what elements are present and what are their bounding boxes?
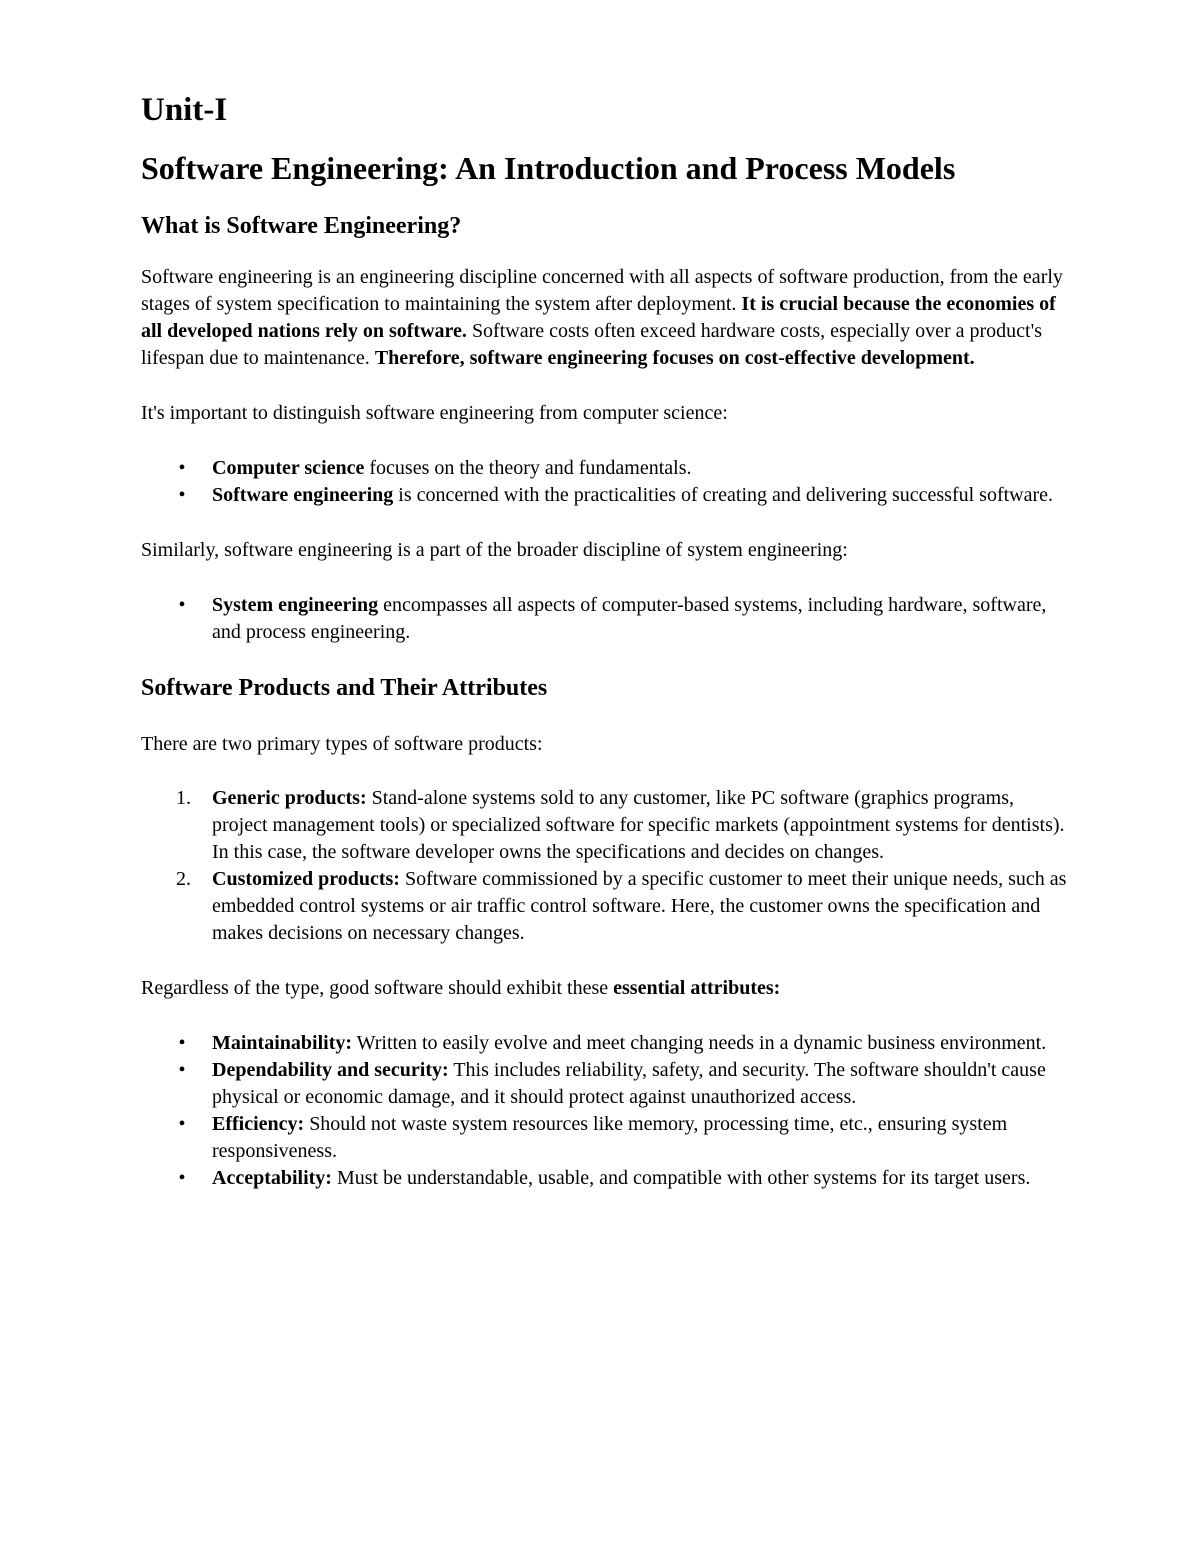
list-item-term: Generic products: bbox=[212, 787, 367, 809]
list-item bbox=[141, 1030, 1071, 1057]
bullet-icon: • bbox=[178, 594, 186, 616]
list-item-text: This includes reliability, safety, and security. The software shouldn't cause physical or economic damage, and it should protect against unauthorized access. bbox=[212, 1059, 1046, 1108]
list-item-term: Maintainability: bbox=[212, 1032, 353, 1054]
page-title: Software Engineering: An Introduction and Process Models bbox=[141, 150, 956, 186]
list-item bbox=[141, 1165, 1071, 1192]
list-item bbox=[141, 866, 1071, 947]
bullet-icon: • bbox=[178, 1113, 186, 1135]
section-heading-products: Software Products and Their Attributes bbox=[141, 675, 548, 701]
list-item bbox=[141, 785, 1071, 866]
list-item-text: Stand-alone systems sold to any customer, like PC software (graphics programs, project management tools) or specialized software for specific markets (appointment systems for dentists). In this case, the software developer owns the specifications and decides on changes. bbox=[212, 787, 1065, 863]
list-item bbox=[141, 592, 1071, 646]
system-engineering-list bbox=[141, 592, 1071, 646]
regardless-text: Regardless of the type, good software should exhibit these bbox=[141, 977, 614, 999]
list-item-term: Efficiency: bbox=[212, 1113, 305, 1135]
regardless-bold: essential attributes: bbox=[613, 977, 781, 999]
list-item-text: is concerned with the practicalities of creating and delivering successful software. bbox=[393, 484, 1054, 506]
intro-paragraph bbox=[141, 264, 1071, 372]
bullet-icon: • bbox=[178, 457, 186, 479]
list-item-text: Written to easily evolve and meet changing needs in a dynamic business environment. bbox=[352, 1032, 1047, 1054]
document-page bbox=[141, 88, 1071, 1192]
list-item-term: System engineering bbox=[212, 594, 379, 616]
list-item-text: focuses on the theory and fundamentals. bbox=[364, 457, 692, 479]
regardless-paragraph bbox=[141, 975, 1071, 1002]
similarly-paragraph: Similarly, software engineering is a part of the broader discipline of system engineering: bbox=[141, 539, 848, 561]
bullet-icon: • bbox=[178, 1059, 186, 1081]
bullet-icon: • bbox=[178, 1167, 186, 1189]
intro-bold-1: It is crucial because the economies of all developed nations rely on software. bbox=[141, 293, 1056, 342]
list-number: 2. bbox=[176, 868, 191, 890]
distinguish-list bbox=[141, 455, 1071, 509]
two-types-paragraph: There are two primary types of software products: bbox=[141, 733, 543, 755]
unit-title: Unit-I bbox=[141, 92, 228, 128]
product-types-list bbox=[141, 785, 1071, 947]
intro-bold-2: Therefore, software engineering focuses on cost-effective development. bbox=[374, 347, 975, 369]
list-item-term: Dependability and security: bbox=[212, 1059, 449, 1081]
list-item-text: encompasses all aspects of computer-based systems, including hardware, software, and process engineering. bbox=[212, 594, 1047, 643]
attributes-list bbox=[141, 1030, 1071, 1192]
list-item-text: Must be understandable, usable, and compatible with other systems for its target users. bbox=[331, 1167, 1031, 1189]
list-item bbox=[141, 455, 1071, 482]
section-heading-what-is-se: What is Software Engineering? bbox=[141, 213, 462, 239]
list-item-term: Computer science bbox=[212, 457, 365, 479]
bullet-icon: • bbox=[178, 1032, 186, 1054]
list-item bbox=[141, 1111, 1071, 1165]
list-item-text: Software commissioned by a specific customer to meet their unique needs, such as embedded control systems or air traffic control software. Here, the customer owns the specification and makes decisions on necessary changes. bbox=[212, 868, 1067, 944]
list-item bbox=[141, 1057, 1071, 1111]
intro-text-1: Software engineering is an engineering discipline concerned with all aspects of software production, from the early stages of system specification to maintaining the system after deployment. bbox=[141, 266, 1063, 315]
list-item bbox=[141, 482, 1071, 509]
list-item-term: Customized products: bbox=[212, 868, 400, 890]
list-item-text: Should not waste system resources like memory, processing time, etc., ensuring system responsiveness. bbox=[212, 1113, 1008, 1162]
bullet-icon: • bbox=[178, 484, 186, 506]
distinguish-paragraph: It's important to distinguish software engineering from computer science: bbox=[141, 402, 728, 424]
list-number: 1. bbox=[176, 787, 191, 809]
list-item-term: Software engineering bbox=[212, 484, 394, 506]
intro-text-2: Software costs often exceed hardware costs, especially over a product's lifespan due to maintenance. bbox=[141, 320, 1042, 369]
list-item-term: Acceptability: bbox=[212, 1167, 332, 1189]
